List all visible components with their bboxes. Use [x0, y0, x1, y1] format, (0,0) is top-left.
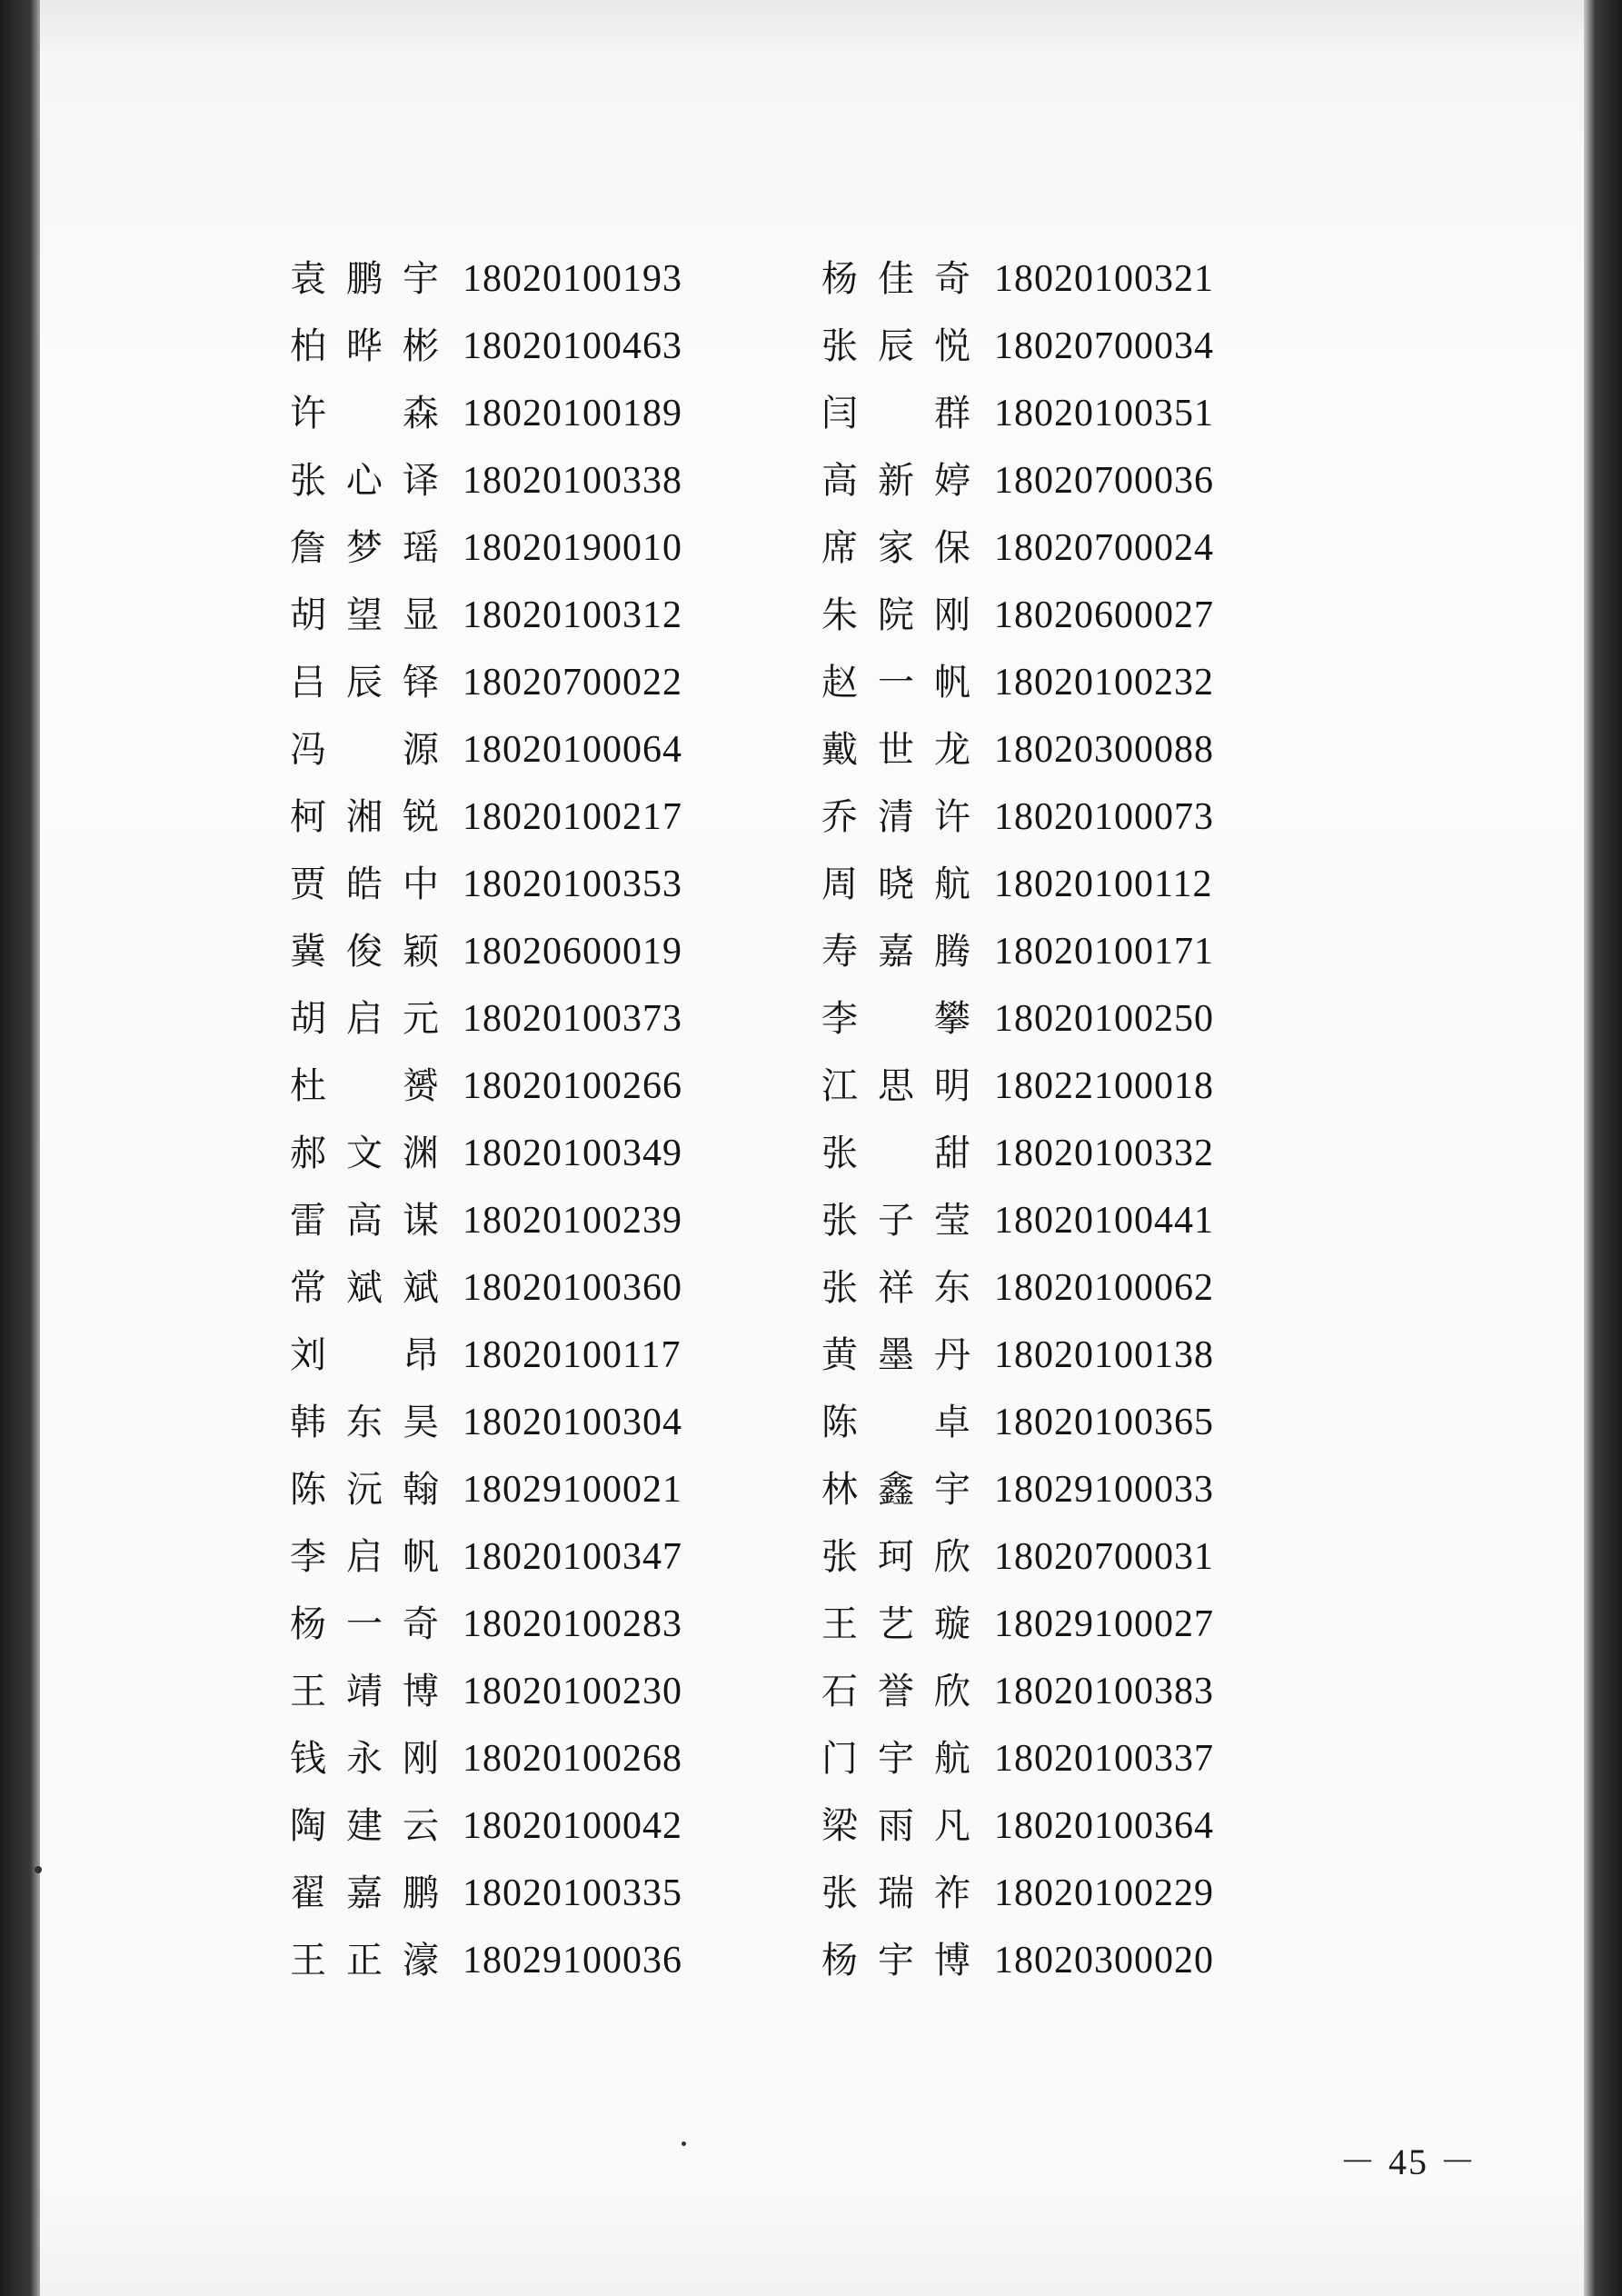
list-item [290, 1254, 682, 1322]
list-item [290, 447, 682, 514]
student-id: 18020100373 [463, 998, 682, 1040]
student-id: 18020100463 [463, 325, 682, 367]
page-number: － 45 － [1339, 2141, 1478, 2182]
list-item [290, 1456, 682, 1523]
person-name: 陈 沅 翰 [290, 1469, 439, 1511]
student-id: 18020100338 [463, 460, 682, 502]
student-id: 18020300088 [994, 729, 1214, 771]
person-name: 贾 皓 中 [290, 863, 439, 905]
list-item [290, 514, 682, 582]
person-name: 寿 嘉 腾 [821, 931, 970, 973]
person-name: 翟 嘉 鹏 [290, 1872, 439, 1914]
person-name: 雷 高 谋 [290, 1200, 439, 1242]
person-name: 张 心 译 [290, 460, 439, 502]
person-name: 冯 源 [290, 729, 439, 771]
student-id: 18020100266 [463, 1065, 682, 1107]
student-id: 18020700022 [463, 662, 682, 704]
list-item [290, 1187, 682, 1254]
list-item [290, 1792, 682, 1860]
student-id: 18020100117 [463, 1334, 682, 1376]
student-id: 18020700024 [994, 527, 1214, 569]
student-id: 18020100062 [994, 1267, 1214, 1309]
person-name: 张 子 莹 [821, 1200, 970, 1242]
student-id: 18020100042 [463, 1805, 682, 1847]
person-name: 张 祥 东 [821, 1267, 970, 1309]
person-name: 黄 墨 丹 [821, 1334, 970, 1376]
person-name: 李 启 帆 [290, 1536, 439, 1578]
list-item [821, 851, 1214, 918]
student-id: 18020100171 [994, 931, 1214, 973]
person-name: 柯 湘 锐 [290, 796, 439, 838]
person-name: 朱 院 刚 [821, 594, 970, 636]
list-item [290, 985, 682, 1053]
list-item [290, 716, 682, 784]
list-item [821, 582, 1214, 649]
list-item [821, 1860, 1214, 1927]
student-id: 18022100018 [994, 1065, 1214, 1107]
list-item [290, 1591, 682, 1658]
student-id: 18020100232 [994, 662, 1214, 704]
list-item [821, 1389, 1214, 1456]
person-name: 陈 卓 [821, 1402, 970, 1443]
list-item [821, 1658, 1214, 1725]
list-item [821, 1053, 1214, 1120]
person-name: 石 誉 欣 [821, 1671, 970, 1712]
person-name: 詹 梦 瑶 [290, 527, 439, 569]
person-name: 杨 佳 奇 [821, 258, 970, 300]
student-id: 18020100112 [994, 863, 1213, 905]
list-item [290, 1658, 682, 1725]
list-item [821, 649, 1214, 716]
list-item [821, 380, 1214, 447]
student-id: 18029100036 [463, 1940, 682, 1982]
list-item [290, 784, 682, 851]
list-item [821, 1120, 1214, 1187]
student-id: 18020100351 [994, 393, 1214, 434]
list-item [290, 582, 682, 649]
person-name: 张 瑞 祚 [821, 1872, 970, 1914]
person-name: 王 靖 博 [290, 1671, 439, 1712]
scan-speck [35, 1866, 42, 1873]
student-id: 18020100193 [463, 258, 682, 300]
list-item [821, 1254, 1214, 1322]
person-name: 李 攀 [821, 998, 970, 1040]
person-name: 闫 群 [821, 393, 970, 434]
list-item [821, 1591, 1214, 1658]
student-id: 18020100441 [994, 1200, 1214, 1242]
scan-speck [682, 2141, 686, 2146]
list-item [290, 1389, 682, 1456]
student-id: 18020100365 [994, 1402, 1214, 1443]
person-name: 刘 昂 [290, 1334, 439, 1376]
person-name: 门 宇 航 [821, 1738, 970, 1780]
student-id: 18029100027 [994, 1603, 1214, 1645]
student-id: 18020600019 [463, 931, 682, 973]
person-name: 韩 东 昊 [290, 1402, 439, 1443]
student-id: 18020100239 [463, 1200, 682, 1242]
list-item [821, 1927, 1214, 1994]
student-id: 18020100332 [994, 1133, 1214, 1174]
student-id: 18020100347 [463, 1536, 682, 1578]
scan-right-edge [1584, 0, 1622, 2296]
person-name: 吕 辰 铎 [290, 662, 439, 704]
list-item [290, 245, 682, 313]
student-id: 18020100335 [463, 1872, 682, 1914]
student-id: 18020100304 [463, 1402, 682, 1443]
person-name: 杨 宇 博 [821, 1940, 970, 1982]
person-name: 林 鑫 宇 [821, 1469, 970, 1511]
student-id: 18020100312 [463, 594, 682, 636]
list-item [290, 918, 682, 985]
person-name: 梁 雨 凡 [821, 1805, 970, 1847]
student-id: 18020100283 [463, 1603, 682, 1645]
student-id: 18020100064 [463, 729, 682, 771]
list-item [821, 784, 1214, 851]
person-name: 冀 俊 颖 [290, 931, 439, 973]
student-id: 18020700036 [994, 460, 1214, 502]
student-id: 18020100229 [994, 1872, 1214, 1914]
list-item [290, 1322, 682, 1389]
scan-left-edge [0, 0, 44, 2296]
person-name: 许 森 [290, 393, 439, 434]
list-item [290, 1927, 682, 1994]
student-id: 18020100230 [463, 1671, 682, 1712]
person-name: 王 艺 璇 [821, 1603, 970, 1645]
student-id: 18020190010 [463, 527, 682, 569]
list-item [821, 1322, 1214, 1389]
student-id: 18020100250 [994, 998, 1214, 1040]
person-name: 胡 启 元 [290, 998, 439, 1040]
list-item [290, 851, 682, 918]
list-item [821, 918, 1214, 985]
person-name: 常 斌 斌 [290, 1267, 439, 1309]
student-id: 18020600027 [994, 594, 1214, 636]
list-item [821, 1792, 1214, 1860]
student-id: 18020700034 [994, 325, 1214, 367]
student-id: 18020100217 [463, 796, 682, 838]
list-item [821, 313, 1214, 380]
student-id: 18020100353 [463, 863, 682, 905]
student-id: 18020700031 [994, 1536, 1214, 1578]
student-id: 18020100383 [994, 1671, 1214, 1712]
student-id: 18020100189 [463, 393, 682, 434]
student-id: 18020100321 [994, 258, 1214, 300]
list-item [821, 1725, 1214, 1792]
student-id: 18020100138 [994, 1334, 1214, 1376]
person-name: 张 辰 悦 [821, 325, 970, 367]
list-item [290, 1725, 682, 1792]
list-item [821, 447, 1214, 514]
list-item [290, 380, 682, 447]
person-name: 张 珂 欣 [821, 1536, 970, 1578]
person-name: 高 新 婷 [821, 460, 970, 502]
person-name: 张 甜 [821, 1133, 970, 1174]
student-id: 18020100337 [994, 1738, 1214, 1780]
person-name: 戴 世 龙 [821, 729, 970, 771]
person-name: 杨 一 奇 [290, 1603, 439, 1645]
person-name: 乔 清 许 [821, 796, 970, 838]
list-item [290, 1120, 682, 1187]
list-item [821, 245, 1214, 313]
person-name: 杜 赟 [290, 1065, 439, 1107]
student-id: 18029100021 [463, 1469, 682, 1511]
list-item [821, 1523, 1214, 1591]
person-name: 席 家 保 [821, 527, 970, 569]
person-name: 郝 文 渊 [290, 1133, 439, 1174]
student-id: 18020100268 [463, 1738, 682, 1780]
list-item [821, 514, 1214, 582]
list-item [290, 649, 682, 716]
person-name: 钱 永 刚 [290, 1738, 439, 1780]
person-name: 王 正 濠 [290, 1940, 439, 1982]
list-item [821, 1456, 1214, 1523]
student-id: 18020100364 [994, 1805, 1214, 1847]
left-name-column [290, 245, 682, 1994]
person-name: 陶 建 云 [290, 1805, 439, 1847]
person-name: 胡 望 显 [290, 594, 439, 636]
person-name: 江 思 明 [821, 1065, 970, 1107]
student-id: 18020100349 [463, 1133, 682, 1174]
student-id: 18020300020 [994, 1940, 1214, 1982]
list-item [821, 985, 1214, 1053]
person-name: 袁 鹏 宇 [290, 258, 439, 300]
list-item [290, 1860, 682, 1927]
student-id: 18029100033 [994, 1469, 1214, 1511]
list-item [290, 1053, 682, 1120]
list-item [290, 313, 682, 380]
person-name: 柏 晔 彬 [290, 325, 439, 367]
right-name-column [821, 245, 1214, 1994]
document-page [40, 0, 1585, 2296]
person-name: 周 晓 航 [821, 863, 970, 905]
list-item [290, 1523, 682, 1591]
person-name: 赵 一 帆 [821, 662, 970, 704]
list-item [821, 716, 1214, 784]
student-id: 18020100073 [994, 796, 1214, 838]
student-id: 18020100360 [463, 1267, 682, 1309]
list-item [821, 1187, 1214, 1254]
